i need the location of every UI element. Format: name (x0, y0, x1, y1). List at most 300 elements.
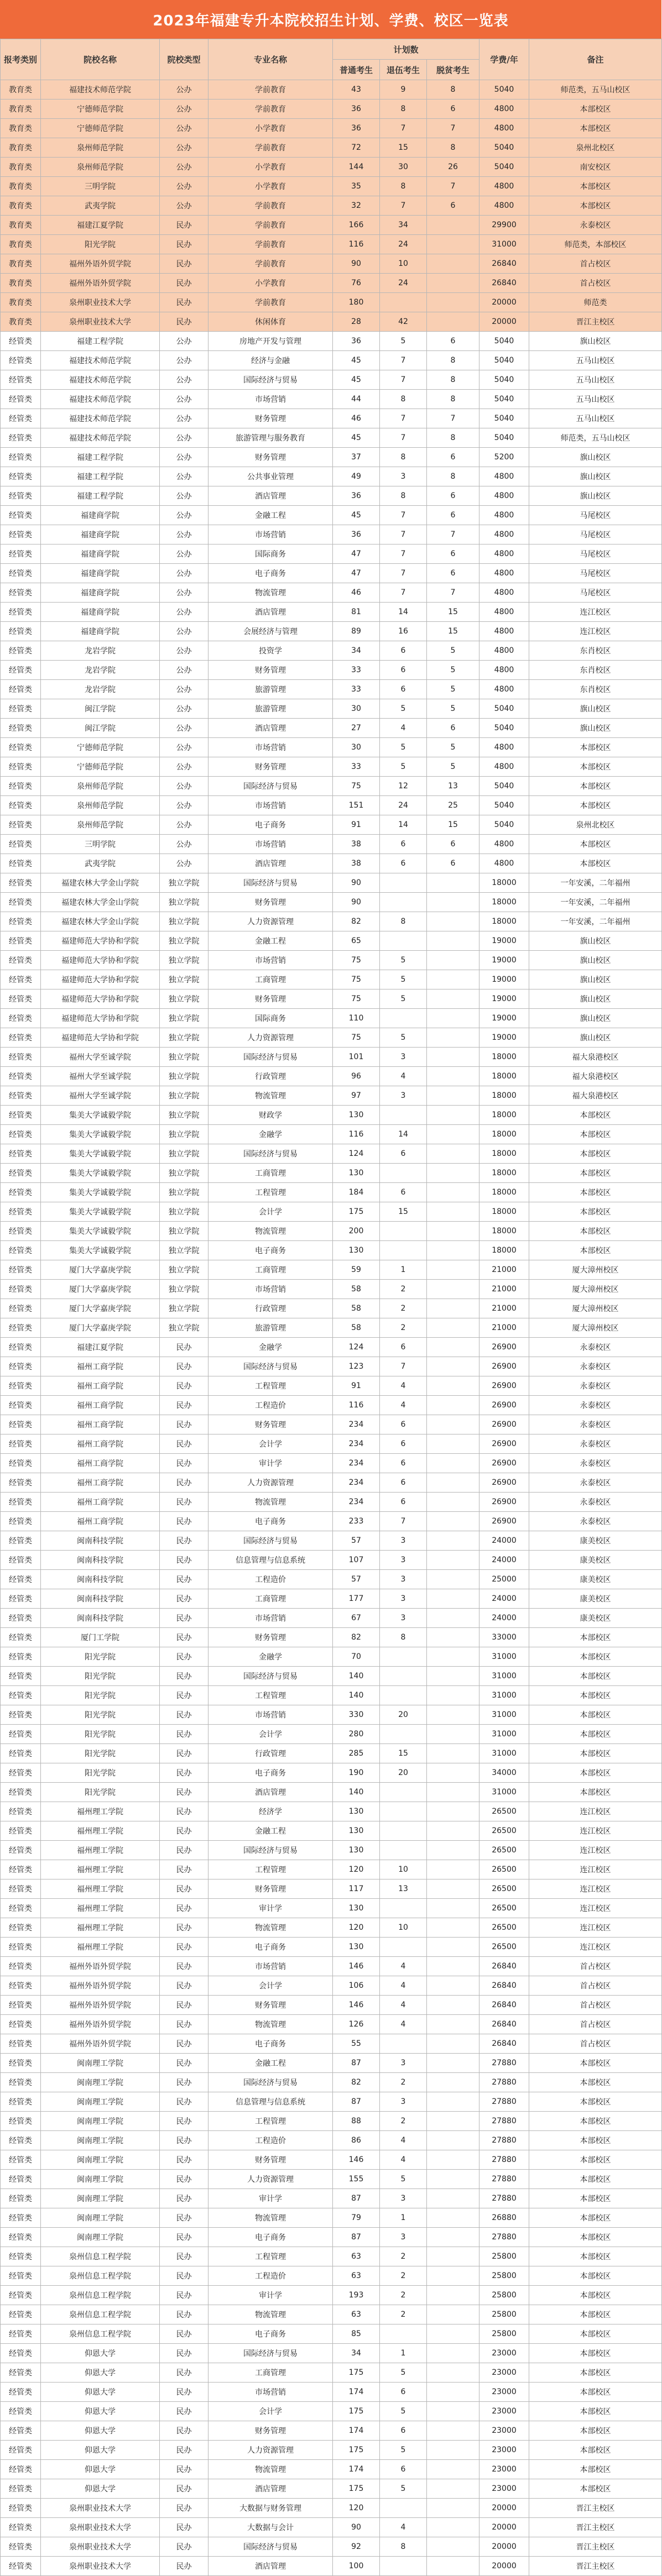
cell-major: 学前教育 (208, 100, 333, 119)
cell-school-type: 民办 (160, 1493, 208, 1512)
cell-regular: 130 (333, 1241, 380, 1260)
cell-category: 经管类 (1, 1299, 41, 1318)
cell-category: 经管类 (1, 2518, 41, 2537)
cell-note: 本部校区 (529, 1144, 662, 1164)
cell-major: 工商管理 (208, 970, 333, 989)
cell-category: 教育类 (1, 80, 41, 100)
cell-regular: 49 (333, 467, 380, 486)
cell-category: 经管类 (1, 738, 41, 757)
cell-veteran (380, 1725, 427, 1744)
cell-veteran: 4 (380, 1376, 427, 1396)
cell-school-type: 民办 (160, 2344, 208, 2363)
cell-school-type: 民办 (160, 1957, 208, 1976)
cell-category: 经管类 (1, 931, 41, 951)
cell-veteran: 3 (380, 1048, 427, 1067)
table-row (1, 1454, 662, 1473)
cell-poverty: 25 (427, 796, 479, 815)
cell-veteran: 8 (380, 1628, 427, 1647)
cell-school: 福州外语外贸学院 (41, 2034, 160, 2054)
cell-note: 师范类 (529, 293, 662, 312)
cell-note: 马尾校区 (529, 544, 662, 564)
cell-school-type: 民办 (160, 1357, 208, 1376)
table-row (1, 2112, 662, 2131)
cell-note: 旗山校区 (529, 989, 662, 1009)
cell-tuition: 26500 (479, 1879, 529, 1899)
cell-major: 行政管理 (208, 1299, 333, 1318)
cell-note: 马尾校区 (529, 564, 662, 583)
cell-note: 厦大漳州校区 (529, 1280, 662, 1299)
cell-category: 经管类 (1, 1357, 41, 1376)
cell-veteran: 6 (380, 641, 427, 661)
cell-school: 闽南理工学院 (41, 2112, 160, 2131)
cell-regular: 175 (333, 1202, 380, 1222)
cell-poverty (427, 2073, 479, 2092)
table-row (1, 2460, 662, 2479)
cell-school-type: 独立学院 (160, 931, 208, 951)
cell-poverty: 13 (427, 777, 479, 796)
cell-regular: 190 (333, 1763, 380, 1783)
cell-tuition: 19000 (479, 1028, 529, 1048)
table-row (1, 815, 662, 835)
cell-tuition: 4800 (479, 680, 529, 699)
cell-regular: 38 (333, 835, 380, 854)
cell-category: 经管类 (1, 1222, 41, 1241)
table-row (1, 738, 662, 757)
cell-school: 福建师范大学协和学院 (41, 931, 160, 951)
cell-poverty (427, 1802, 479, 1821)
cell-school: 闽南理工学院 (41, 2208, 160, 2228)
cell-school-type: 独立学院 (160, 989, 208, 1009)
table-row (1, 2344, 662, 2363)
cell-poverty (427, 2228, 479, 2247)
cell-regular: 130 (333, 1899, 380, 1918)
cell-regular: 140 (333, 1667, 380, 1686)
cell-veteran: 15 (380, 138, 427, 158)
cell-note: 永泰校区 (529, 1376, 662, 1396)
table-row (1, 2247, 662, 2266)
cell-major: 财务管理 (208, 1415, 333, 1434)
cell-poverty (427, 1570, 479, 1589)
cell-note: 五马山校区 (529, 390, 662, 409)
cell-veteran: 10 (380, 254, 427, 274)
cell-major: 物流管理 (208, 583, 333, 603)
cell-poverty (427, 2208, 479, 2228)
cell-major: 金融学 (208, 1125, 333, 1144)
cell-major: 酒店管理 (208, 2479, 333, 2499)
table-row (1, 448, 662, 467)
cell-school-type: 民办 (160, 1667, 208, 1686)
cell-school-type: 民办 (160, 2266, 208, 2286)
cell-major: 国际经济与贸易 (208, 777, 333, 796)
cell-school-type: 民办 (160, 1473, 208, 1493)
cell-school: 闽江学院 (41, 699, 160, 719)
cell-poverty (427, 1589, 479, 1609)
table-row (1, 2286, 662, 2305)
cell-category: 经管类 (1, 2170, 41, 2189)
cell-note: 首占校区 (529, 1976, 662, 1996)
cell-poverty (427, 2363, 479, 2383)
table-row (1, 293, 662, 312)
cell-veteran: 7 (380, 525, 427, 544)
cell-poverty (427, 2324, 479, 2344)
cell-regular: 89 (333, 622, 380, 641)
cell-category: 经管类 (1, 835, 41, 854)
cell-school: 阳光学院 (41, 1686, 160, 1705)
cell-school: 仰恩大学 (41, 2363, 160, 2383)
cell-note: 首占校区 (529, 254, 662, 274)
cell-school-type: 民办 (160, 2054, 208, 2073)
cell-school-type: 民办 (160, 2247, 208, 2266)
cell-note: 本部校区 (529, 2247, 662, 2266)
cell-school: 仰恩大学 (41, 2421, 160, 2441)
cell-school: 福州外语外贸学院 (41, 1976, 160, 1996)
cell-school: 泉州师范学院 (41, 815, 160, 835)
cell-poverty: 6 (427, 196, 479, 216)
cell-regular: 130 (333, 1821, 380, 1841)
cell-major: 学前教育 (208, 80, 333, 100)
cell-veteran (380, 2499, 427, 2518)
cell-school: 福州大学至诚学院 (41, 1048, 160, 1067)
cell-major: 会计学 (208, 1202, 333, 1222)
cell-major: 工商管理 (208, 1260, 333, 1280)
cell-category: 经管类 (1, 777, 41, 796)
cell-school-type: 民办 (160, 1879, 208, 1899)
cell-school: 闽江学院 (41, 719, 160, 738)
cell-major: 酒店管理 (208, 603, 333, 622)
admissions-table (0, 39, 662, 2576)
cell-poverty: 8 (427, 370, 479, 390)
cell-school: 闽南科技学院 (41, 1531, 160, 1551)
cell-note: 永泰校区 (529, 216, 662, 235)
cell-major: 学前教育 (208, 254, 333, 274)
cell-veteran: 3 (380, 1570, 427, 1589)
cell-veteran: 14 (380, 603, 427, 622)
cell-regular: 200 (333, 1222, 380, 1241)
cell-poverty (427, 931, 479, 951)
cell-regular: 90 (333, 873, 380, 893)
cell-veteran: 2 (380, 1299, 427, 1318)
cell-tuition: 26900 (479, 1473, 529, 1493)
cell-major: 人力资源管理 (208, 912, 333, 931)
cell-school: 福建农林大学金山学院 (41, 912, 160, 931)
cell-poverty (427, 2499, 479, 2518)
cell-note: 永泰校区 (529, 1338, 662, 1357)
table-row (1, 641, 662, 661)
cell-note: 福大泉港校区 (529, 1086, 662, 1106)
cell-note: 旗山校区 (529, 719, 662, 738)
cell-poverty (427, 1202, 479, 1222)
cell-poverty (427, 1957, 479, 1976)
table-row (1, 2015, 662, 2034)
cell-regular: 45 (333, 428, 380, 448)
cell-major: 会计学 (208, 1434, 333, 1454)
table-row (1, 2537, 662, 2557)
table-row (1, 1048, 662, 1067)
cell-school-type: 独立学院 (160, 970, 208, 989)
cell-category: 经管类 (1, 1067, 41, 1086)
cell-poverty (427, 1009, 479, 1028)
cell-school: 闽南理工学院 (41, 2150, 160, 2170)
cell-school-type: 民办 (160, 1841, 208, 1860)
cell-poverty (427, 2479, 479, 2499)
cell-poverty: 8 (427, 351, 479, 370)
cell-major: 信息管理与信息系统 (208, 1551, 333, 1570)
cell-major: 电子商务 (208, 564, 333, 583)
cell-school: 福州理工学院 (41, 1860, 160, 1879)
cell-major: 物流管理 (208, 1493, 333, 1512)
cell-note: 永泰校区 (529, 1434, 662, 1454)
cell-regular: 30 (333, 699, 380, 719)
cell-tuition: 18000 (479, 1202, 529, 1222)
cell-veteran: 6 (380, 1493, 427, 1512)
cell-veteran: 3 (380, 2092, 427, 2112)
cell-regular: 120 (333, 1918, 380, 1938)
cell-poverty (427, 1512, 479, 1531)
cell-tuition: 27880 (479, 2073, 529, 2092)
cell-tuition: 18000 (479, 1067, 529, 1086)
header-veteran: 退伍考生 (380, 60, 427, 80)
cell-tuition: 23000 (479, 2383, 529, 2402)
table-row (1, 1821, 662, 1841)
cell-category: 经管类 (1, 2112, 41, 2131)
cell-poverty (427, 1493, 479, 1512)
cell-school-type: 民办 (160, 1551, 208, 1570)
cell-tuition: 27880 (479, 2054, 529, 2073)
cell-note: 本部校区 (529, 2324, 662, 2344)
cell-category: 经管类 (1, 893, 41, 912)
cell-tuition: 4800 (479, 100, 529, 119)
cell-poverty (427, 1376, 479, 1396)
cell-major: 国际经济与贸易 (208, 2344, 333, 2363)
cell-regular: 330 (333, 1705, 380, 1725)
cell-poverty (427, 1434, 479, 1454)
cell-school-type: 公办 (160, 351, 208, 370)
cell-poverty (427, 1996, 479, 2015)
cell-category: 经管类 (1, 1976, 41, 1996)
table-row (1, 2189, 662, 2208)
cell-note: 旗山校区 (529, 970, 662, 989)
cell-tuition: 4800 (479, 525, 529, 544)
cell-school-type: 民办 (160, 1570, 208, 1589)
cell-note: 厦大漳州校区 (529, 1318, 662, 1338)
cell-category: 经管类 (1, 757, 41, 777)
cell-major: 市场营销 (208, 1705, 333, 1725)
cell-note: 一年安溪，二年福州 (529, 873, 662, 893)
table-row (1, 2305, 662, 2324)
cell-regular: 100 (333, 2557, 380, 2576)
cell-major: 电子商务 (208, 1763, 333, 1783)
cell-major: 投资学 (208, 641, 333, 661)
cell-school-type: 民办 (160, 2460, 208, 2479)
cell-major: 旅游管理 (208, 1318, 333, 1338)
cell-poverty: 8 (427, 80, 479, 100)
cell-veteran: 8 (380, 390, 427, 409)
table-row (1, 1918, 662, 1938)
cell-category: 经管类 (1, 719, 41, 738)
cell-regular: 234 (333, 1473, 380, 1493)
cell-major: 财务管理 (208, 2421, 333, 2441)
cell-note: 本部校区 (529, 1222, 662, 1241)
cell-veteran: 6 (380, 1454, 427, 1473)
cell-poverty (427, 2557, 479, 2576)
cell-veteran (380, 1686, 427, 1705)
cell-tuition: 26500 (479, 1918, 529, 1938)
cell-poverty (427, 1106, 479, 1125)
cell-note: 康美校区 (529, 1531, 662, 1551)
cell-poverty (427, 1415, 479, 1434)
cell-poverty: 5 (427, 699, 479, 719)
table-row (1, 2518, 662, 2537)
header-poverty: 脱贫考生 (427, 60, 479, 80)
cell-major: 财政学 (208, 1106, 333, 1125)
cell-note: 东肖校区 (529, 641, 662, 661)
cell-category: 经管类 (1, 1183, 41, 1202)
cell-regular: 116 (333, 1125, 380, 1144)
cell-veteran: 4 (380, 2015, 427, 2034)
cell-school-type: 民办 (160, 2518, 208, 2537)
cell-poverty (427, 2092, 479, 2112)
cell-poverty (427, 951, 479, 970)
cell-school-type: 民办 (160, 216, 208, 235)
cell-category: 经管类 (1, 951, 41, 970)
cell-major: 国际经济与贸易 (208, 2073, 333, 2092)
table-row (1, 409, 662, 428)
cell-veteran: 12 (380, 777, 427, 796)
cell-regular: 140 (333, 1686, 380, 1705)
cell-school: 宁德师范学院 (41, 100, 160, 119)
cell-poverty (427, 2112, 479, 2131)
table-row (1, 719, 662, 738)
cell-note: 连江校区 (529, 1879, 662, 1899)
cell-tuition: 21000 (479, 1318, 529, 1338)
table-row (1, 1299, 662, 1318)
cell-school-type: 公办 (160, 428, 208, 448)
cell-veteran: 16 (380, 622, 427, 641)
cell-regular: 75 (333, 777, 380, 796)
cell-note: 本部校区 (529, 1628, 662, 1647)
cell-major: 工商管理 (208, 1589, 333, 1609)
cell-school: 泉州职业技术大学 (41, 2518, 160, 2537)
cell-school: 宁德师范学院 (41, 738, 160, 757)
cell-note: 本部校区 (529, 2460, 662, 2479)
cell-category: 经管类 (1, 1667, 41, 1686)
cell-poverty: 15 (427, 622, 479, 641)
table-row (1, 467, 662, 486)
cell-poverty (427, 2286, 479, 2305)
cell-regular: 46 (333, 583, 380, 603)
cell-regular: 130 (333, 1164, 380, 1183)
cell-poverty (427, 2054, 479, 2073)
cell-category: 经管类 (1, 2073, 41, 2092)
cell-school-type: 民办 (160, 1744, 208, 1763)
cell-category: 经管类 (1, 1841, 41, 1860)
cell-school: 福州外语外贸学院 (41, 254, 160, 274)
cell-school-type: 公办 (160, 719, 208, 738)
cell-major: 物流管理 (208, 1086, 333, 1106)
cell-regular: 234 (333, 1415, 380, 1434)
cell-regular: 90 (333, 254, 380, 274)
cell-category: 经管类 (1, 1609, 41, 1628)
cell-category: 经管类 (1, 1241, 41, 1260)
cell-school: 福州工商学院 (41, 1512, 160, 1531)
cell-major: 市场营销 (208, 1957, 333, 1976)
table-row (1, 1241, 662, 1260)
cell-veteran (380, 1802, 427, 1821)
cell-regular: 90 (333, 893, 380, 912)
cell-tuition: 25000 (479, 1570, 529, 1589)
cell-note: 本部校区 (529, 177, 662, 196)
cell-tuition: 4800 (479, 854, 529, 873)
cell-major: 国际经济与贸易 (208, 1048, 333, 1067)
cell-major: 电子商务 (208, 815, 333, 835)
cell-tuition: 27880 (479, 2228, 529, 2247)
cell-note: 师范类，五马山校区 (529, 80, 662, 100)
cell-veteran: 4 (380, 1976, 427, 1996)
table-row (1, 1976, 662, 1996)
cell-regular: 87 (333, 2054, 380, 2073)
cell-veteran (380, 931, 427, 951)
cell-school-type: 公办 (160, 196, 208, 216)
cell-major: 物流管理 (208, 1222, 333, 1241)
cell-regular: 36 (333, 100, 380, 119)
cell-category: 经管类 (1, 1280, 41, 1299)
table-row (1, 80, 662, 100)
cell-school-type: 公办 (160, 370, 208, 390)
cell-school: 福建商学院 (41, 525, 160, 544)
cell-regular: 97 (333, 1086, 380, 1106)
cell-note: 本部校区 (529, 1744, 662, 1763)
cell-school: 三明学院 (41, 177, 160, 196)
cell-category: 经管类 (1, 351, 41, 370)
cell-note: 连江校区 (529, 1802, 662, 1821)
cell-note: 本部校区 (529, 2189, 662, 2208)
cell-poverty (427, 1783, 479, 1802)
cell-school-type: 民办 (160, 2441, 208, 2460)
cell-veteran (380, 1222, 427, 1241)
cell-major: 国际商务 (208, 544, 333, 564)
table-row (1, 1512, 662, 1531)
cell-school: 阳光学院 (41, 1705, 160, 1725)
cell-poverty: 5 (427, 757, 479, 777)
cell-school-type: 公办 (160, 603, 208, 622)
cell-regular: 144 (333, 158, 380, 177)
cell-category: 教育类 (1, 196, 41, 216)
cell-school-type: 民办 (160, 1609, 208, 1628)
cell-school: 宁德师范学院 (41, 757, 160, 777)
cell-major: 信息管理与信息系统 (208, 2092, 333, 2112)
cell-tuition: 4800 (479, 506, 529, 525)
cell-veteran: 10 (380, 1918, 427, 1938)
cell-major: 财务管理 (208, 2150, 333, 2170)
cell-veteran: 4 (380, 2131, 427, 2150)
table-row (1, 2441, 662, 2460)
cell-tuition: 26840 (479, 1976, 529, 1996)
cell-school-type: 公办 (160, 854, 208, 873)
cell-category: 经管类 (1, 2324, 41, 2344)
cell-major: 工程管理 (208, 2112, 333, 2131)
cell-major: 国际经济与贸易 (208, 1667, 333, 1686)
cell-tuition: 25800 (479, 2324, 529, 2344)
cell-major: 财务管理 (208, 1628, 333, 1647)
cell-regular: 33 (333, 680, 380, 699)
cell-school-type: 民办 (160, 1763, 208, 1783)
cell-tuition: 27880 (479, 2131, 529, 2150)
cell-school: 集美大学诚毅学院 (41, 1202, 160, 1222)
cell-category: 经管类 (1, 1202, 41, 1222)
cell-veteran: 3 (380, 2189, 427, 2208)
cell-note: 康美校区 (529, 1570, 662, 1589)
cell-category: 经管类 (1, 428, 41, 448)
